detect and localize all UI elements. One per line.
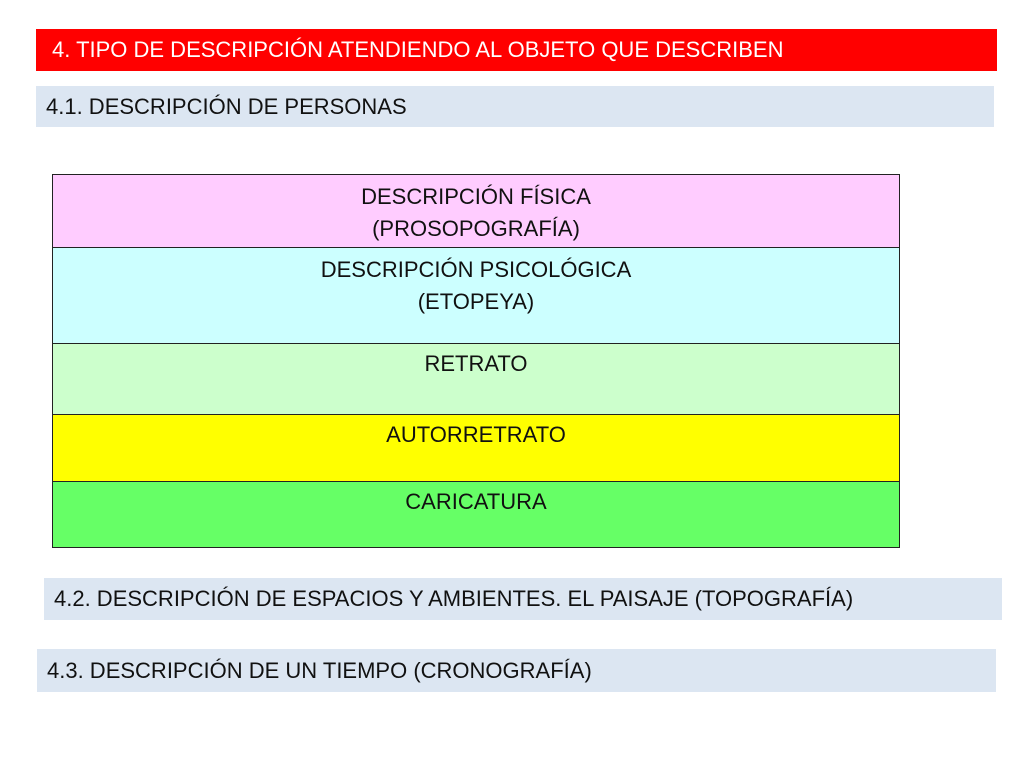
row-label: DESCRIPCIÓN PSICOLÓGICA xyxy=(320,257,632,282)
slide-title xyxy=(36,29,997,71)
row-label: AUTORRETRATO xyxy=(386,422,566,447)
row-autorretrato xyxy=(53,414,899,481)
row-sublabel: (ETOPEYA) xyxy=(417,289,535,314)
row-descripcion-psicologica xyxy=(53,247,899,343)
row-label: CARICATURA xyxy=(405,489,547,514)
section-heading-espacios xyxy=(44,578,1002,620)
section-heading-tiempo xyxy=(37,649,996,692)
slide-title-text: 4. TIPO DE DESCRIPCIÓN ATENDIENDO AL OBJETO QUE DESCRIBEN xyxy=(52,37,784,62)
section-heading-text: 4.2. DESCRIPCIÓN DE ESPACIOS Y AMBIENTES. EL PAISAJE (TOPOGRAFÍA) xyxy=(54,586,854,611)
section-heading-text: 4.3. DESCRIPCIÓN DE UN TIEMPO (CRONOGRAFÍA) xyxy=(47,657,592,683)
row-descripcion-fisica xyxy=(53,175,899,247)
row-retrato xyxy=(53,343,899,414)
row-sublabel: (PROSOPOGRAFÍA) xyxy=(372,216,580,241)
section-heading-text: 4.1. DESCRIPCIÓN DE PERSONAS xyxy=(46,93,407,119)
person-description-types-table xyxy=(52,174,900,548)
section-heading-personas xyxy=(36,86,994,127)
row-caricatura xyxy=(53,481,899,547)
row-label: DESCRIPCIÓN FÍSICA xyxy=(361,184,591,209)
row-label: RETRATO xyxy=(424,351,528,376)
